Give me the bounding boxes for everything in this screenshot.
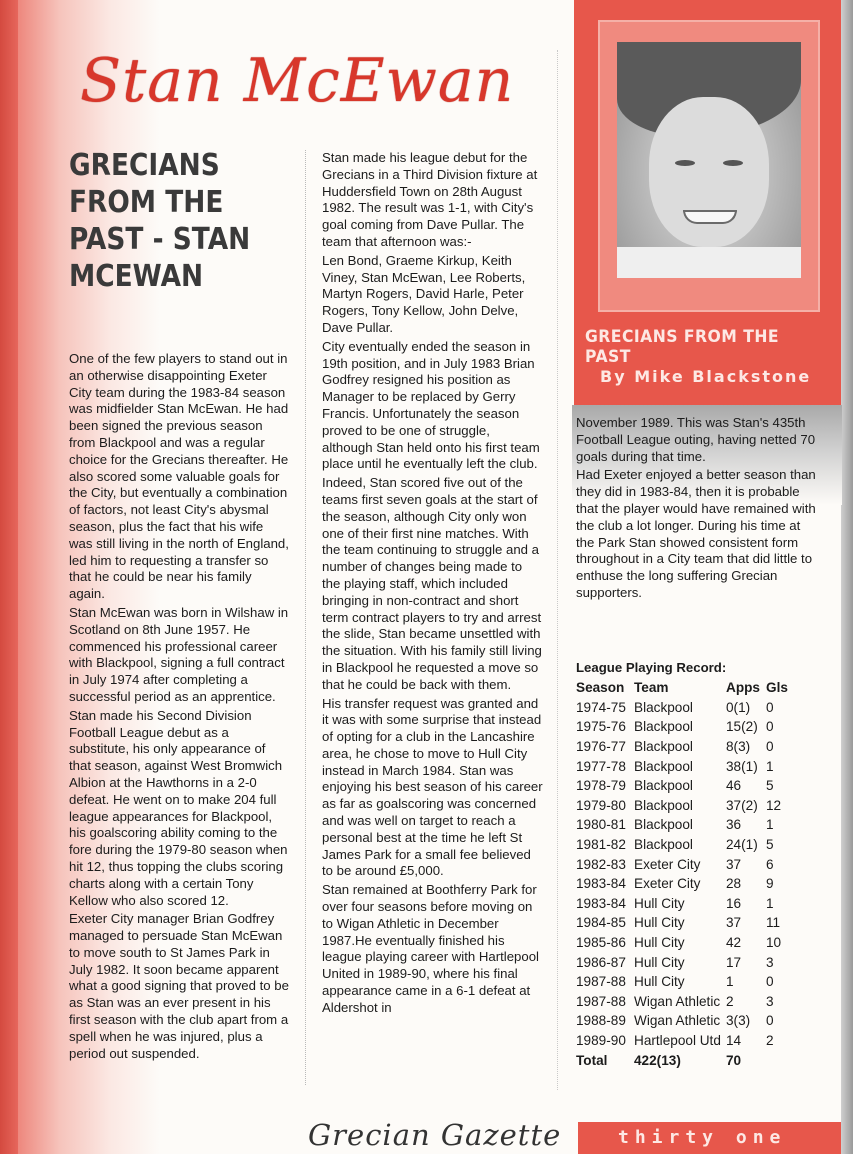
paragraph: Indeed, Stan scored five out of the teams first seven goals at the start of the season, although City only won one of their first nine matches. With the team continuing to struggle and a number of changes being made to the playing staff, which included bringing in non-contract and short term contract players to try and arrest the slide, Stan became unsettled with the situation. With his family still living in Blackpool he requested a move so that he could be back with them. xyxy=(322,475,542,692)
table-cell: 1987-88 xyxy=(576,993,626,1009)
league-record-table xyxy=(576,678,821,1070)
paragraph: Stan remained at Boothferry Park for over four seasons before moving on to Wigan Athletic in December 1987.He eventually finished his league playing career with Hartlepool United in 1989-90, where his final appearance came in a 6-1 defeat at Aldershot in xyxy=(322,882,539,1015)
table-cell: 3(3) xyxy=(726,1013,751,1029)
table-cell: Wigan Athletic xyxy=(634,1013,721,1029)
table-cell: 0 xyxy=(766,974,774,990)
table-cell: Total xyxy=(576,1052,608,1068)
table-cell: 16 xyxy=(726,895,742,911)
table-cell: 38(1) xyxy=(726,758,758,774)
article-column-3 xyxy=(576,415,816,604)
table-cell: 46 xyxy=(726,778,742,794)
table-cell: 2 xyxy=(726,993,734,1009)
table-cell: 24(1) xyxy=(726,837,758,853)
table-row xyxy=(576,1011,821,1031)
table-cell: 3 xyxy=(766,993,774,1009)
table-cell: 9 xyxy=(766,876,774,892)
table-row xyxy=(576,854,821,874)
column-header: Season xyxy=(576,680,625,696)
magazine-spine xyxy=(0,0,18,1154)
paragraph: City eventually ended the season in 19th position, and in July 1983 Brian Godfrey resigned his position as Manager to be replaced by Gerry Francis. Unfortunately the season proved to be one of struggle, although Stan held onto his first team place until he eventually left the club. xyxy=(322,338,540,472)
column-header: Team xyxy=(634,680,669,696)
table-cell: 1 xyxy=(766,817,774,833)
table-cell: Wigan Athletic xyxy=(634,993,721,1009)
record-title: League Playing Record: xyxy=(576,660,727,675)
table-cell: 1984-85 xyxy=(576,915,626,931)
table-cell: 0 xyxy=(766,1013,774,1029)
table-row xyxy=(576,815,821,835)
article-headline: GRECIANS FROM THE PAST - STAN MCEWAN xyxy=(69,148,251,294)
article-column-2 xyxy=(322,150,544,1019)
table-header-row xyxy=(576,678,821,698)
table-cell: 1985-86 xyxy=(576,935,626,951)
table-cell: Blackpool xyxy=(634,739,693,755)
table-row xyxy=(576,698,821,718)
table-cell: 1977-78 xyxy=(576,758,626,774)
table-cell: 1982-83 xyxy=(576,856,626,872)
column-divider xyxy=(305,150,306,1085)
table-cell: Exeter City xyxy=(634,876,701,892)
byline: By Mike Blackstone xyxy=(600,367,812,386)
column-header: Apps xyxy=(726,680,760,696)
table-cell: Hull City xyxy=(634,935,685,951)
table-cell: 1988-89 xyxy=(576,1013,626,1029)
paragraph: One of the few players to stand out in an otherwise disappointing Exeter City team during the 1983-84 season was midfielder Stan McEwan. He had been signed the previous season from Blackpool and was a regular choice for the Grecians thereafter. He also scored some valuable goals for the City, but eventually a combination of factors, not least City's abysmal season, plus the fact that his wife was still living in the north of England, led him to requesting a transfer so that he could be near his family again. xyxy=(69,351,289,602)
table-row xyxy=(576,933,821,953)
table-cell: 1975-76 xyxy=(576,719,626,735)
table-cell: 0(1) xyxy=(726,699,751,715)
player-photo xyxy=(617,42,801,278)
table-row xyxy=(576,913,821,933)
page-edge xyxy=(841,0,853,1154)
table-cell: Blackpool xyxy=(634,719,693,735)
table-cell: 1976-77 xyxy=(576,739,626,755)
table-cell: 1981-82 xyxy=(576,837,626,853)
table-cell: 1983-84 xyxy=(576,895,626,911)
table-cell: 37 xyxy=(726,856,742,872)
series-title: GRECIANS FROM THE PAST xyxy=(585,327,780,367)
table-cell: 37(2) xyxy=(726,797,758,813)
table-cell: 36 xyxy=(726,817,742,833)
paragraph: Had Exeter enjoyed a better season than they did in 1983-84, then it is probable that the player would have remained with the club a lot longer. During his time at the Park Stan showed consistent form throughout in a City team that did little to enthuse the long suffering Grecian supporters. xyxy=(576,467,816,600)
table-row xyxy=(576,756,821,776)
table-row xyxy=(576,776,821,796)
table-cell: 1978-79 xyxy=(576,778,626,794)
table-cell: Hull City xyxy=(634,895,685,911)
column-header: Gls xyxy=(766,680,788,696)
table-cell: Hull City xyxy=(634,954,685,970)
table-cell: Blackpool xyxy=(634,758,693,774)
table-cell: 1979-80 xyxy=(576,797,626,813)
table-cell: 11 xyxy=(766,915,781,931)
table-row xyxy=(576,874,821,894)
table-cell: Hartlepool Utd xyxy=(634,1032,721,1048)
paragraph: Len Bond, Graeme Kirkup, Keith Viney, Stan McEwan, Lee Roberts, Martyn Rogers, David Harle, Peter Rogers, Tony Kellow, John Delve, Dave Pullar. xyxy=(322,252,526,335)
table-cell: 5 xyxy=(766,837,774,853)
table-cell: 1980-81 xyxy=(576,817,626,833)
table-cell: 0 xyxy=(766,719,774,735)
table-row xyxy=(576,835,821,855)
article-column-1 xyxy=(69,351,289,1064)
table-cell: Hull City xyxy=(634,915,685,931)
table-cell: Blackpool xyxy=(634,797,693,813)
paragraph: Stan made his league debut for the Grecians in a Third Division fixture at Huddersfield Town on 28th August 1982. The result was 1-1, with City's goal coming from Dave Pullar. The team that afternoon was:- xyxy=(322,150,538,249)
table-cell: Blackpool xyxy=(634,699,693,715)
table-cell: 8(3) xyxy=(726,739,751,755)
table-row xyxy=(576,992,821,1012)
table-cell: Blackpool xyxy=(634,778,693,794)
table-cell: 15(2) xyxy=(726,719,758,735)
table-cell: Blackpool xyxy=(634,817,693,833)
table-cell: 0 xyxy=(766,739,774,755)
table-cell: 10 xyxy=(766,935,782,951)
table-cell: 6 xyxy=(766,856,774,872)
table-row xyxy=(576,737,821,757)
table-cell: 1983-84 xyxy=(576,876,626,892)
table-cell: 70 xyxy=(726,1052,742,1068)
table-cell: 2 xyxy=(766,1032,774,1048)
table-cell: 42 xyxy=(726,935,742,951)
paragraph: November 1989. This was Stan's 435th Football League outing, having netted 70 goals during that time. xyxy=(576,415,816,464)
table-cell: Blackpool xyxy=(634,837,693,853)
table-cell: 1 xyxy=(766,758,774,774)
publication-title: Grecian Gazette xyxy=(308,1118,562,1152)
table-cell: Hull City xyxy=(634,974,685,990)
table-cell: 28 xyxy=(726,876,742,892)
table-cell: 422(13) xyxy=(634,1052,681,1068)
table-cell: 37 xyxy=(726,915,742,931)
paragraph: Stan made his Second Division Football League debut as a substitute, his only appearance of that season, against West Bromwich Albion at the Hawthorns in a 2-0 defeat. He went on to make 204 full league appearances for Blackpool, his goalscoring ability coming to the fore during the 1979-80 season when hit 12, thus topping the clubs scoring charts along with a certain Tony Kellow who also scored 12. xyxy=(69,707,288,908)
table-row xyxy=(576,972,821,992)
table-row xyxy=(576,796,821,816)
table-cell: 14 xyxy=(726,1032,742,1048)
table-cell: 1987-88 xyxy=(576,974,626,990)
table-cell: 12 xyxy=(766,797,782,813)
paragraph: Exeter City manager Brian Godfrey managed to persuade Stan McEwan to move south to St James Park in July 1982. It soon became apparent what a good signing that proved to be as Stan was an ever present in his first season with the club apart from a spell when he was injured, plus a period out suspended. xyxy=(69,911,289,1061)
table-row xyxy=(576,894,821,914)
table-cell: 1974-75 xyxy=(576,699,626,715)
table-cell: 0 xyxy=(766,699,774,715)
table-total-row xyxy=(576,1050,821,1070)
paragraph: Stan McEwan was born in Wilshaw in Scotland on 8th June 1957. He commenced his professional career with Blackpool, signing a full contract in July 1974 after completing a successful period as an apprentice. xyxy=(69,604,289,704)
table-row xyxy=(576,952,821,972)
table-cell: Exeter City xyxy=(634,856,701,872)
table-cell: 1 xyxy=(726,974,734,990)
table-cell: 5 xyxy=(766,778,774,794)
paragraph: His transfer request was granted and it was with some surprise that instead of opting for a club in the Lancashire area, he chose to move to Hull City instead in March 1984. Stan was enjoying his best season of his career as far as goalscoring was concerned and was well on target to reach a personal best at the time he left St James Park for a small fee believed to be around £5,000. xyxy=(322,695,543,879)
page-number: thirty one xyxy=(618,1127,787,1148)
masthead-title: Stan McEwan xyxy=(80,46,515,116)
table-cell: 17 xyxy=(726,954,742,970)
table-cell: 3 xyxy=(766,954,774,970)
table-cell: 1989-90 xyxy=(576,1032,626,1048)
table-row xyxy=(576,1031,821,1051)
table-row xyxy=(576,717,821,737)
column-divider xyxy=(557,50,558,1090)
table-cell: 1986-87 xyxy=(576,954,626,970)
table-cell: 1 xyxy=(766,895,774,911)
